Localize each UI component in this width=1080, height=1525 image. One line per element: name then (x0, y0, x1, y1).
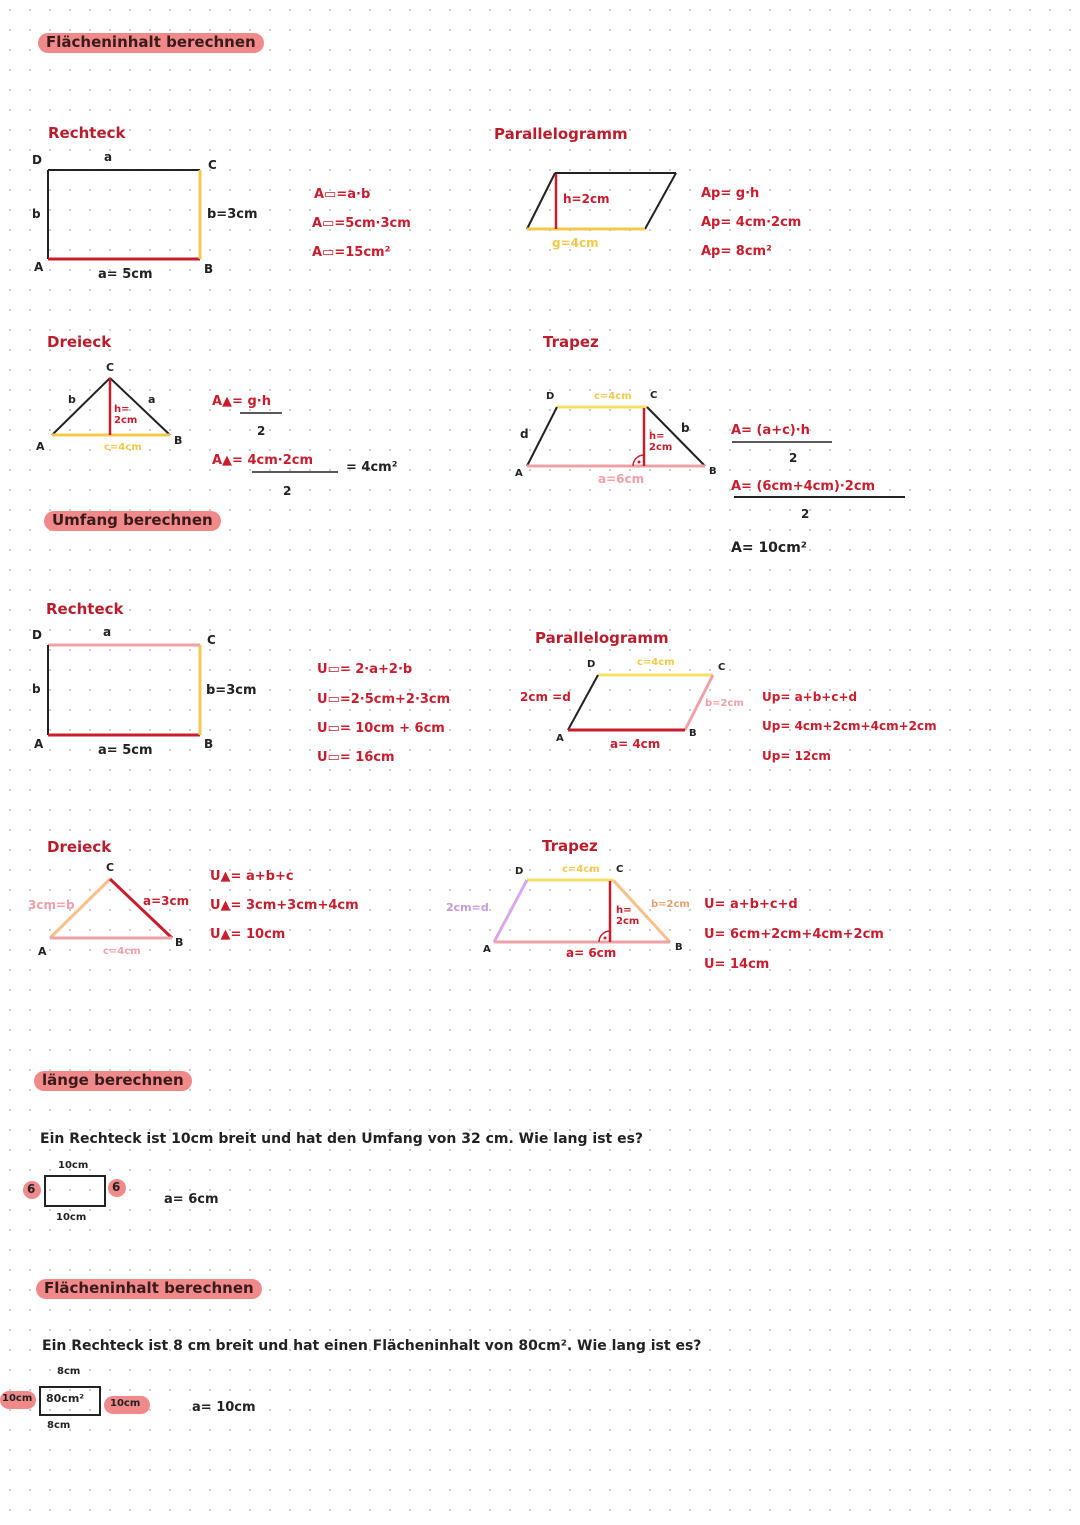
pt-a-label: a=3cm (143, 894, 190, 908)
triangle-h-label: h= 2cm (114, 404, 138, 426)
ptz-a-label: a= 6cm (566, 946, 617, 960)
p-corner-d: D (32, 628, 42, 642)
pp-formula-3: Up= 12cm (762, 749, 831, 763)
area-rect-formula-2: A▭=5cm·3cm (312, 216, 411, 231)
pt-formula-2: U▲= 3cm+3cm+4cm (210, 898, 359, 913)
area-rectangle-title: Rechteck (48, 124, 126, 142)
area-trapezoid-title: Trapez (543, 333, 599, 351)
area-para-formula-2: Ap= 4cm·2cm (701, 215, 802, 230)
perimeter-parallelogram-shape (568, 675, 713, 730)
pt-b-label: 3cm=b (28, 898, 75, 912)
area-rect-formula-1: A▭=a·b (314, 187, 371, 202)
p-rect-formula-3: U▭= 10cm + 6cm (317, 721, 445, 736)
length-top: 10cm (58, 1160, 89, 1171)
length-bottom: 10cm (56, 1212, 87, 1223)
p-rect-formula-2: U▭=2·5cm+2·3cm (317, 692, 451, 707)
trapez-corner-a: A (515, 468, 523, 479)
pp-c-label: c=4cm (637, 657, 675, 668)
length-task-rectangle (45, 1176, 105, 1206)
area-triangle-title: Dreieck (47, 333, 112, 351)
perimeter-rectangle-shape (48, 645, 200, 735)
pp-b-label: b=2cm (705, 698, 744, 709)
perimeter-rectangle-title: Rechteck (46, 600, 124, 618)
trapez-a-label: a=6cm (598, 472, 645, 486)
ptz-d-label: 2cm=d (446, 901, 489, 914)
trapez-c-label: c=4cm (594, 391, 632, 402)
length-right: 6 (112, 1180, 121, 1194)
pp-corner-b: B (689, 728, 697, 739)
trapez-formula-2: A= (6cm+4cm)·2cm (731, 479, 876, 494)
perimeter-parallelogram-title: Parallelogramm (535, 629, 669, 647)
triangle-side-a: a (148, 393, 156, 406)
pp-corner-c: C (718, 662, 726, 673)
triangle-corner-a: A (36, 440, 45, 453)
area-task-left: 10cm (2, 1393, 33, 1404)
triangle-result: = 4cm² (346, 460, 398, 475)
triangle-formula-1-den: 2 (257, 424, 266, 438)
ptz-formula-2: U= 6cm+2cm+4cm+2cm (704, 927, 884, 942)
ptz-corner-a: A (483, 944, 491, 955)
area-rectangle-shape (48, 170, 200, 259)
area-para-formula-3: Ap= 8cm² (701, 244, 772, 259)
area-task-inside: 80cm² (46, 1392, 85, 1405)
area-task-answer: a= 10cm (192, 1400, 256, 1415)
corner-d: D (32, 153, 42, 167)
ptz-corner-b: B (675, 942, 683, 953)
perimeter-triangle-title: Dreieck (47, 838, 112, 856)
a-length-label: a= 5cm (98, 267, 153, 282)
area-rect-formula-3: A▭=15cm² (312, 245, 391, 260)
pt-corner-a: A (38, 945, 47, 958)
p-rect-formula-1: U▭= 2·a+2·b (317, 662, 413, 677)
ptz-b-label: b=2cm (651, 899, 690, 910)
ptz-corner-d: D (515, 866, 524, 877)
p-rect-formula-4: U▭= 16cm (317, 750, 395, 765)
perimeter-trapezoid-title: Trapez (542, 837, 598, 855)
pt-c-label: c=4cm (103, 946, 141, 957)
b-length-label: b=3cm (207, 207, 258, 222)
parallelogram-g-label: g=4cm (552, 236, 599, 250)
pp-formula-2: Up= 4cm+2cm+4cm+2cm (762, 719, 937, 733)
p-side-a: a (103, 625, 112, 639)
pt-corner-c: C (106, 861, 115, 874)
ptz-c-label: c=4cm (562, 864, 600, 875)
trapez-h-label: h= 2cm (649, 431, 673, 453)
corner-a: A (34, 260, 44, 274)
p-corner-b: B (204, 737, 214, 751)
trapez-b-label: b (681, 421, 690, 435)
trapez-d-label: d (520, 427, 529, 441)
area-para-formula-1: Ap= g·h (701, 186, 760, 201)
trapez-result: A= 10cm² (731, 540, 807, 556)
triangle-formula-2-den: 2 (283, 484, 292, 498)
area-triangle-shape (52, 378, 170, 435)
side-b-label: b (32, 207, 41, 221)
p-a-length: a= 5cm (98, 743, 153, 758)
p-corner-c: C (207, 633, 216, 647)
triangle-corner-c: C (106, 361, 115, 374)
pp-corner-d: D (587, 659, 596, 670)
trapez-formula-1-den: 2 (789, 451, 798, 465)
triangle-c-label: c=4cm (104, 442, 142, 453)
pp-corner-a: A (556, 733, 564, 744)
heading-length: länge berechnen (34, 1071, 192, 1091)
length-question: Ein Rechteck ist 10cm breit und hat den Umfang von 32 cm. Wie lang ist es? (40, 1131, 644, 1147)
triangle-side-b: b (68, 393, 76, 406)
area-task-top: 8cm (57, 1366, 81, 1377)
area-task-question: Ein Rechteck ist 8 cm breit und hat einen Flächeninhalt von 80cm². Wie lang ist es? (42, 1338, 702, 1354)
heading-perimeter: Umfang berechnen (44, 511, 221, 531)
triangle-formula-2-num: A▲= 4cm·2cm (212, 453, 314, 468)
area-parallelogram-title: Parallelogramm (494, 125, 628, 143)
pp-formula-1: Up= a+b+c+d (762, 690, 858, 704)
trapez-formula-1: A= (a+c)·h (731, 423, 810, 438)
ptz-h-label: h= 2cm (616, 905, 640, 927)
trapez-formula-2-den: 2 (801, 507, 810, 521)
area-task-bottom: 8cm (47, 1420, 71, 1431)
side-a-label: a (104, 150, 113, 164)
ptz-corner-c: C (616, 864, 624, 875)
ptz-formula-3: U= 14cm (704, 957, 770, 972)
pt-formula-1: U▲= a+b+c (210, 869, 294, 884)
triangle-formula-1-num: A▲= g·h (212, 394, 271, 409)
p-b-length: b=3cm (206, 683, 257, 698)
heading-area-2: Flächeninhalt berechnen (36, 1279, 262, 1299)
triangle-corner-b: B (174, 434, 183, 447)
parallelogram-h-label: h=2cm (563, 192, 610, 206)
trapez-corner-c: C (650, 390, 658, 401)
p-side-b: b (32, 682, 41, 696)
trapez-corner-b: B (709, 466, 717, 477)
pt-formula-3: U▲= 10cm (210, 927, 286, 942)
corner-c: C (208, 158, 217, 172)
trapez-corner-d: D (546, 391, 555, 402)
heading-area: Flächeninhalt berechnen (38, 33, 264, 53)
pp-d-label: 2cm =d (520, 690, 571, 704)
pp-a-label: a= 4cm (610, 737, 661, 751)
length-answer: a= 6cm (164, 1192, 219, 1207)
ptz-formula-1: U= a+b+c+d (704, 897, 798, 912)
length-left: 6 (27, 1182, 36, 1196)
pt-corner-b: B (175, 936, 184, 949)
corner-b: B (204, 262, 214, 276)
area-task-right: 10cm (110, 1398, 141, 1409)
p-corner-a: A (34, 737, 44, 751)
